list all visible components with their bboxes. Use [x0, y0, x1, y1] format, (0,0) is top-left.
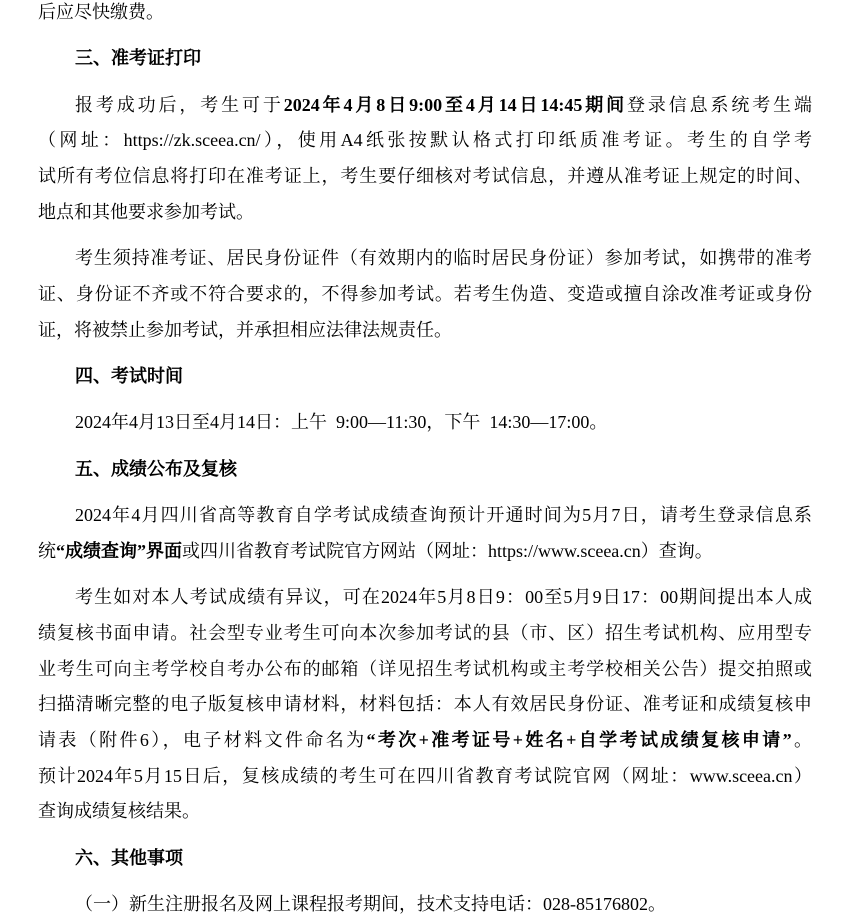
paragraph-score-review: [38, 585, 812, 846]
text-line: 后应尽快缴费。: [38, 2, 164, 22]
paragraph-id-requirements: [38, 246, 812, 364]
text-line: 地点和其他要求参加考试。: [38, 201, 254, 222]
text-line: 考生如对本人考试成绩有异议，可在2024年5月8日9：00至5月9日17：00期间提出本人成: [75, 587, 812, 608]
text-line: [38, 539, 812, 563]
text-line: [38, 93, 812, 117]
text-line: 2024年4月四川省高等教育自学考试成绩查询预计开通时间为5月7日，请考生登录信息系: [75, 505, 812, 526]
text-line: 扫描清晰完整的电子版复核申请材料，材料包括：本人有效居民身份证、准考证和成绩复核申: [38, 694, 812, 715]
paragraph-tech-support: [38, 892, 812, 916]
plain-text: 统: [38, 540, 56, 561]
text-line: 考生须持准考证、居民身份证件（有效期内的临时居民身份证）参加考试，如携带的准考: [75, 248, 812, 269]
plain-text: 或四川省教育考试院官方网站（网址：https://www.sceea.cn）查询。: [182, 540, 713, 561]
text-line: 业考生可向主考学校自考办公布的邮箱（详见招生考试机构或主考学校相关公告）提交拍照或: [38, 658, 812, 679]
text-line: （网址：https://zk.sceea.cn/），使用A4纸张按默认格式打印纸质准考证。考生的自学考: [38, 130, 812, 151]
bold-text-file-naming: “考次+准考证号+姓名+自学考试成绩复核申请”: [366, 729, 792, 750]
paragraph-exam-time: [38, 410, 812, 456]
paragraph-admission-ticket-print: [38, 93, 812, 246]
text-line: 预计2024年5月15日后，复核成绩的考生可在四川省教育考试院官网（网址：www.sceea.cn）: [38, 765, 812, 786]
text-line: 查询成绩复核结果。: [38, 801, 200, 822]
plain-text: 请表（附件6），电子材料文件命名为: [38, 729, 367, 750]
section-heading-text: 四、考试时间: [75, 365, 183, 386]
text-line: 试所有考位信息将打印在准考证上，考生要仔细核对考试信息，并遵从准考证上规定的时间、: [38, 166, 812, 187]
text-line: [38, 728, 812, 752]
section-heading-text: 三、准考证打印: [75, 48, 201, 69]
bold-text-score-query-interface: “成绩查询”界面: [56, 540, 182, 561]
paragraph-score-query: [38, 503, 812, 585]
text-line: 2024年4月13日至4月14日：上午 9:00—11:30，下午 14:30—17:00。: [75, 412, 608, 433]
text-line: 绩复核书面申请。社会型专业考生可向本次参加考试的县（市、区）招生考试机构、应用型专: [38, 622, 812, 643]
document-body: [38, 0, 812, 916]
paragraph-previous-tail: [38, 0, 812, 46]
text-line: （一）新生注册报名及网上课程报考期间，技术支持电话：028-85176802。: [75, 894, 666, 914]
bold-text-print-period: 2024年4月8日9:00至4月14日14:45期间: [283, 94, 627, 115]
plain-text: 。: [791, 729, 812, 750]
section-heading-4: [38, 364, 812, 410]
text-line: 证、身份证不齐或不符合要求的，不得参加考试。若考生伪造、变造或擅自涂改准考证或身份: [38, 283, 812, 304]
text-line: 证，将被禁止参加考试，并承担相应法律法规责任。: [38, 319, 452, 340]
section-heading-text: 六、其他事项: [75, 847, 183, 868]
section-heading-3: [38, 46, 812, 92]
section-heading-6: [38, 846, 812, 892]
plain-text: 登录信息系统考生端: [626, 94, 812, 115]
section-heading-text: 五、成绩公布及复核: [75, 458, 237, 479]
section-heading-5: [38, 457, 812, 503]
plain-text: 报考成功后，考生可于: [75, 94, 284, 115]
